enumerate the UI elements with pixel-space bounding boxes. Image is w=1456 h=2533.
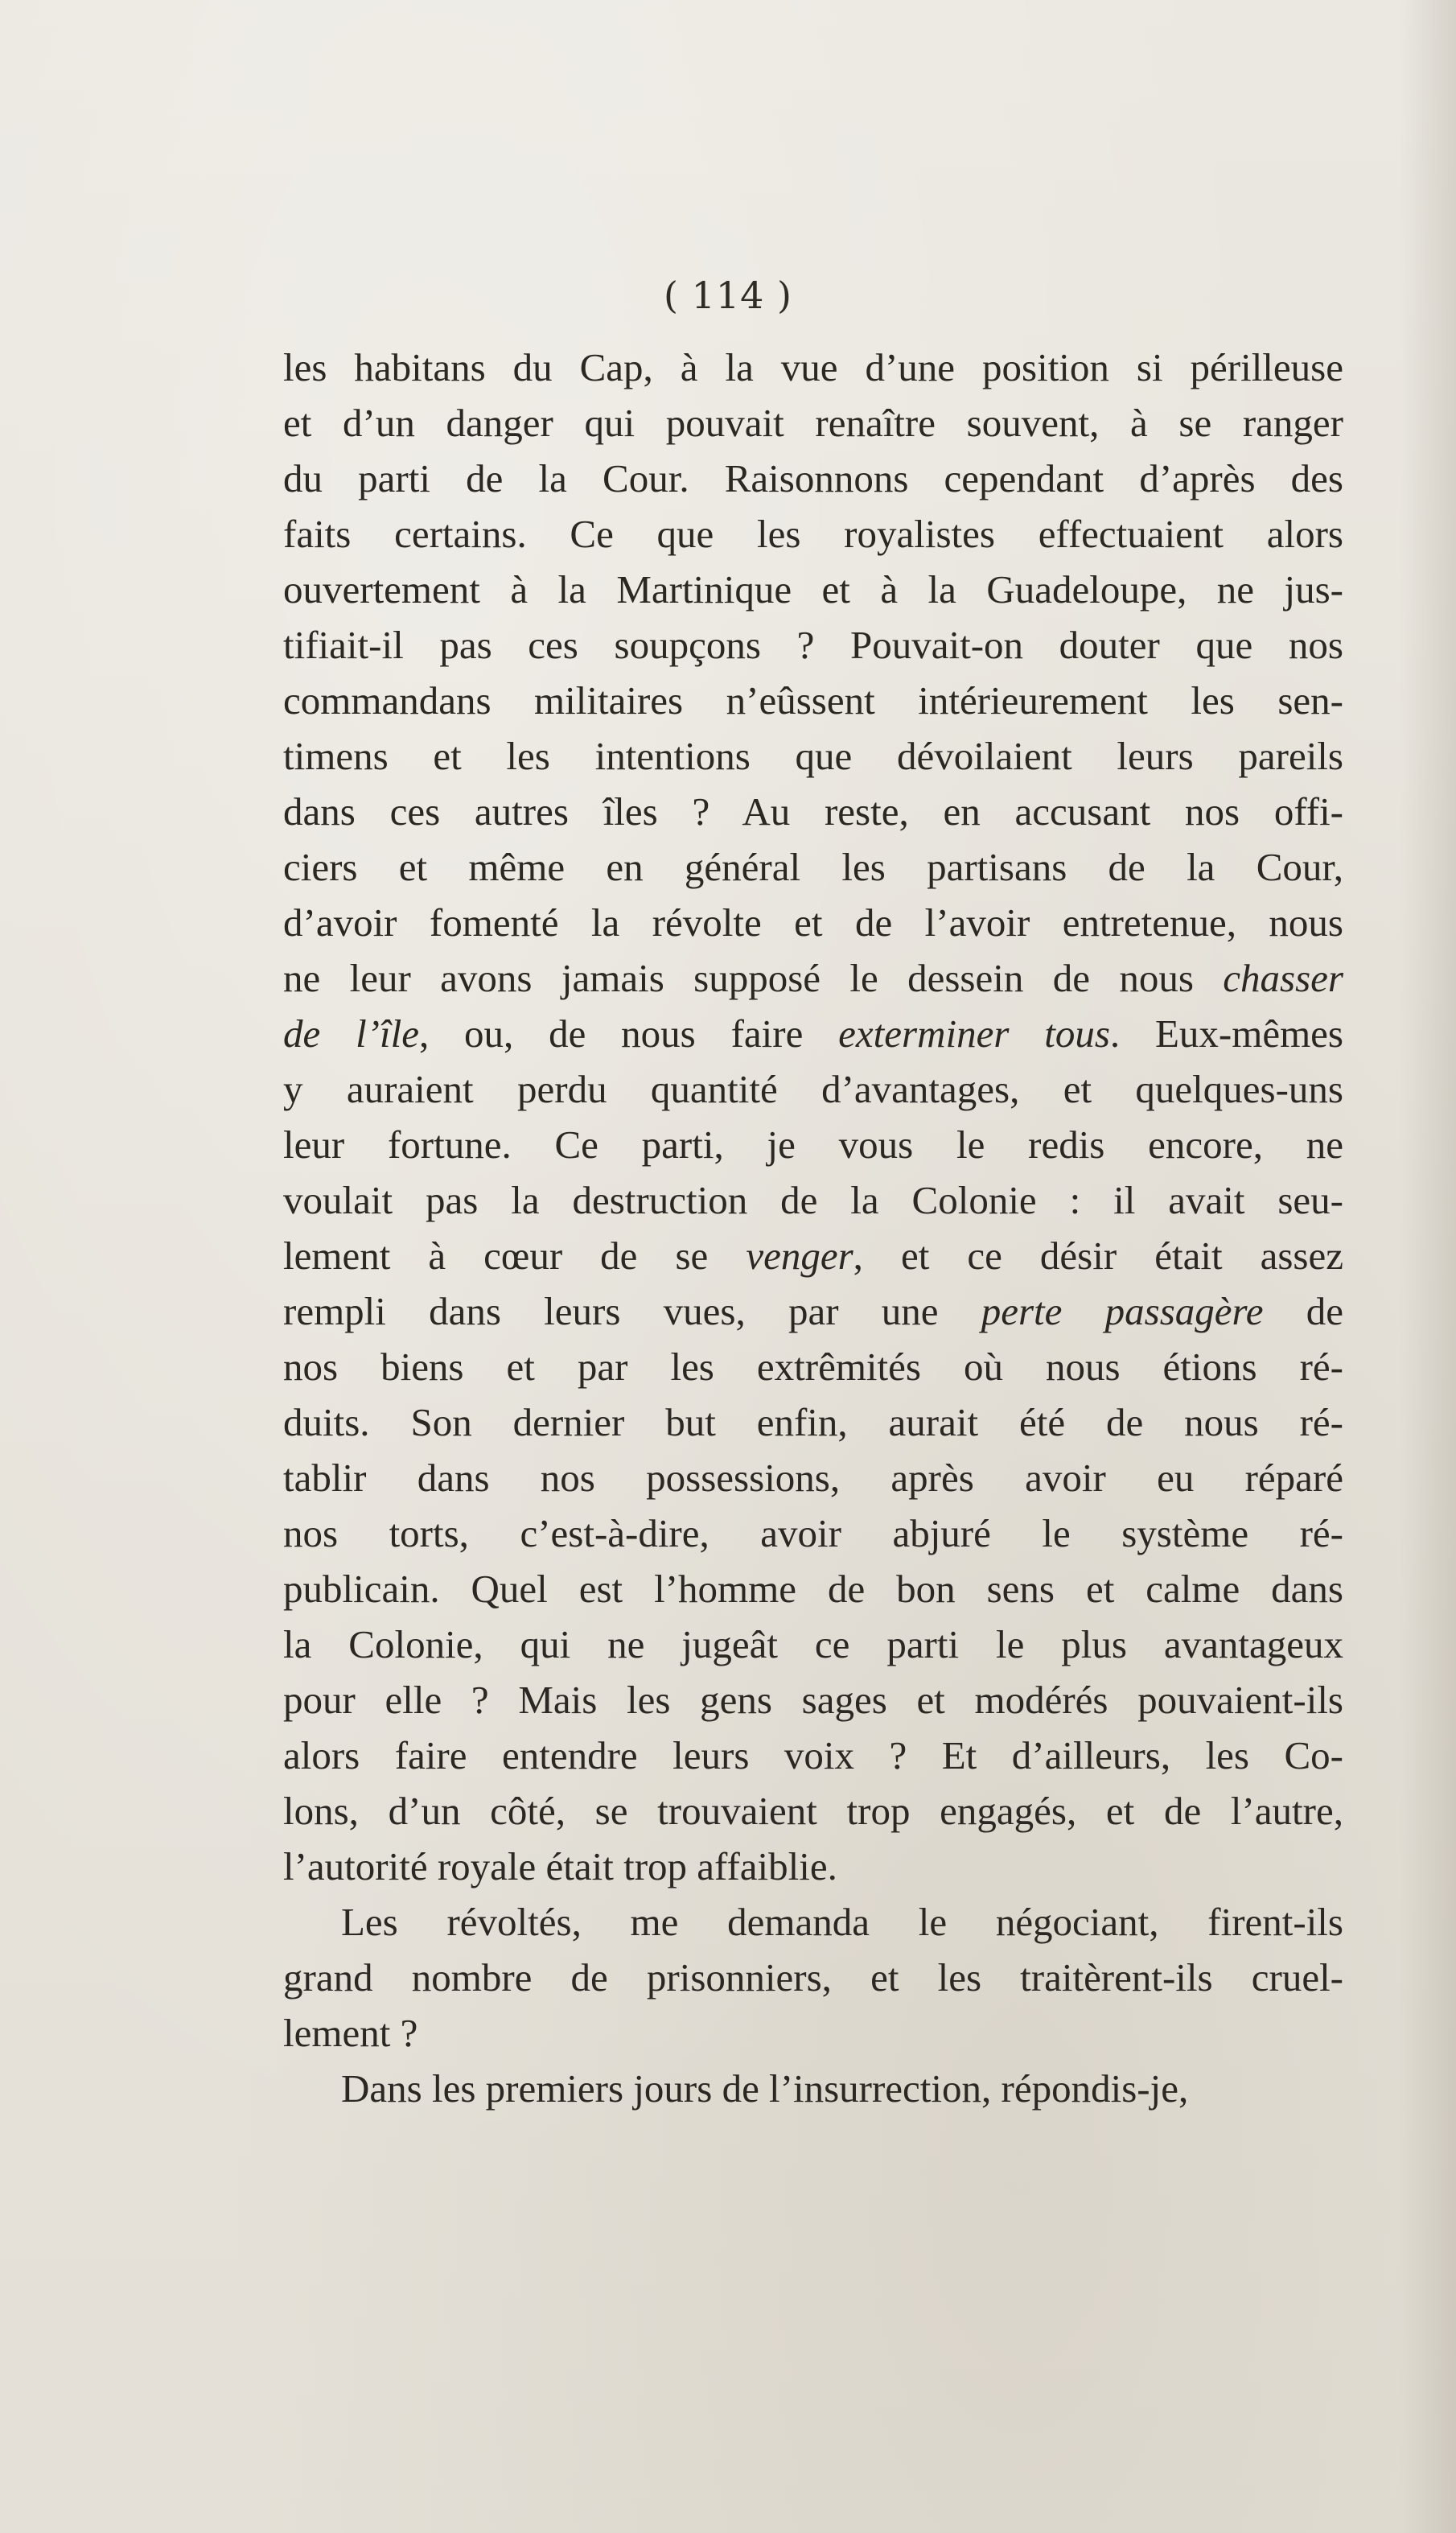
text-line <box>283 1117 1343 1172</box>
text-segment: lement à cœur de se <box>283 1234 747 1278</box>
text-segment: lons, d’un côté, se trouvaient trop engagés, et de l’autre, <box>283 1789 1343 1833</box>
text-segment: les habitans du Cap, à la vue d’une position si périlleuse <box>283 345 1343 389</box>
text-segment: alors faire entendre leurs voix ? Et d’ailleurs, les Co- <box>283 1733 1343 1777</box>
text-segment: , et ce désir était assez <box>853 1234 1343 1278</box>
text-segment: tablir dans nos possessions, après avoir eu réparé <box>283 1456 1343 1500</box>
text-line <box>283 839 1343 895</box>
text-segment: et d’un danger qui pouvait renaître souvent, à se ranger <box>283 401 1343 445</box>
text-line <box>283 506 1343 562</box>
text-line <box>283 395 1343 451</box>
text-segment: l’autorité royale était trop affaiblie. <box>283 1844 837 1888</box>
text-line <box>283 1006 1343 1061</box>
text-line <box>283 1450 1343 1505</box>
text-segment: , ou, de nous faire <box>418 1011 839 1056</box>
text-line <box>283 1728 1343 1783</box>
text-segment: d’avoir fomenté la révolte et de l’avoir entretenue, nous <box>283 900 1343 945</box>
text-segment: ne leur avons jamais supposé le dessein de nous <box>283 956 1224 1000</box>
text-line <box>283 895 1343 950</box>
text-segment: grand nombre de prisonniers, et les traitèrent-ils cruel- <box>283 1955 1343 2000</box>
text-line <box>283 1894 1343 1950</box>
text-segment: nos biens et par les extrêmités où nous étions ré- <box>283 1345 1343 1389</box>
text-segment: ciers et même en général les partisans de la Cour, <box>283 845 1343 889</box>
text-segment: voulait pas la destruction de la Colonie : il avait seu- <box>283 1178 1343 1222</box>
text-segment: nos torts, c’est-à-dire, avoir abjuré le système ré- <box>283 1511 1343 1555</box>
text-line <box>283 1839 1343 1894</box>
text-line <box>283 451 1343 506</box>
text-line <box>283 617 1343 673</box>
text-segment: commandans militaires n’eûssent intérieurement les sen- <box>283 678 1343 723</box>
text-line <box>283 1394 1343 1450</box>
text-line <box>283 1061 1343 1117</box>
text-segment: leur fortune. Ce parti, je vous le redis encore, ne <box>283 1122 1343 1167</box>
italic-segment: exterminer tous <box>838 1011 1110 1056</box>
text-line <box>283 2005 1343 2061</box>
text-segment: publicain. Quel est l’homme de bon sens et calme dans <box>283 1567 1343 1611</box>
text-line <box>283 1228 1343 1283</box>
text-segment: Dans les premiers jours de l’insurrection, répondis-je, <box>341 2066 1189 2111</box>
body-text <box>283 340 1343 2116</box>
italic-segment: perte passagère <box>981 1289 1264 1333</box>
text-line <box>283 2061 1343 2116</box>
text-line <box>283 950 1343 1006</box>
text-segment: lement ? <box>283 2011 418 2055</box>
text-segment: faits certains. Ce que les royalistes effectuaient alors <box>283 512 1343 556</box>
text-line <box>283 673 1343 728</box>
italic-segment: de l’île <box>283 1011 419 1056</box>
text-segment: rempli dans leurs vues, par une <box>283 1289 981 1333</box>
spine-shadow <box>1400 0 1456 2533</box>
text-line <box>283 784 1343 839</box>
text-segment: y auraient perdu quantité d’avantages, et quelques-uns <box>283 1067 1343 1111</box>
text-segment: pour elle ? Mais les gens sages et modérés pouvaient-ils <box>283 1678 1343 1722</box>
text-segment: duits. Son dernier but enfin, aurait été de nous ré- <box>283 1400 1343 1444</box>
text-line <box>283 1783 1343 1839</box>
text-segment: Les révoltés, me demanda le négociant, firent-ils <box>341 1900 1343 1944</box>
italic-segment: chasser <box>1223 956 1343 1000</box>
text-line <box>283 728 1343 784</box>
text-segment: du parti de la Cour. Raisonnons cependant d’après des <box>283 456 1343 500</box>
text-line <box>283 1561 1343 1617</box>
text-segment: ouvertement à la Martinique et à la Guadeloupe, ne jus- <box>283 567 1343 612</box>
text-line <box>283 1339 1343 1394</box>
text-line <box>283 1672 1343 1728</box>
text-line <box>283 562 1343 617</box>
text-line <box>283 1950 1343 2005</box>
text-segment: la Colonie, qui ne jugeât ce parti le plus avantageux <box>283 1622 1343 1666</box>
text-line <box>283 1283 1343 1339</box>
text-line <box>283 1172 1343 1228</box>
text-line <box>283 1617 1343 1672</box>
text-segment: dans ces autres îles ? Au reste, en accusant nos offi- <box>283 789 1343 834</box>
text-line <box>283 1505 1343 1561</box>
text-segment: tifiait-il pas ces soupçons ? Pouvait-on douter que nos <box>283 623 1343 667</box>
text-segment: de <box>1263 1289 1343 1333</box>
page-number: ( 114 ) <box>664 274 792 317</box>
text-line <box>283 340 1343 395</box>
text-segment: timens et les intentions que dévoilaient leurs pareils <box>283 734 1343 778</box>
text-segment: . Eux-mêmes <box>1109 1011 1343 1056</box>
italic-segment: venger <box>746 1234 853 1278</box>
